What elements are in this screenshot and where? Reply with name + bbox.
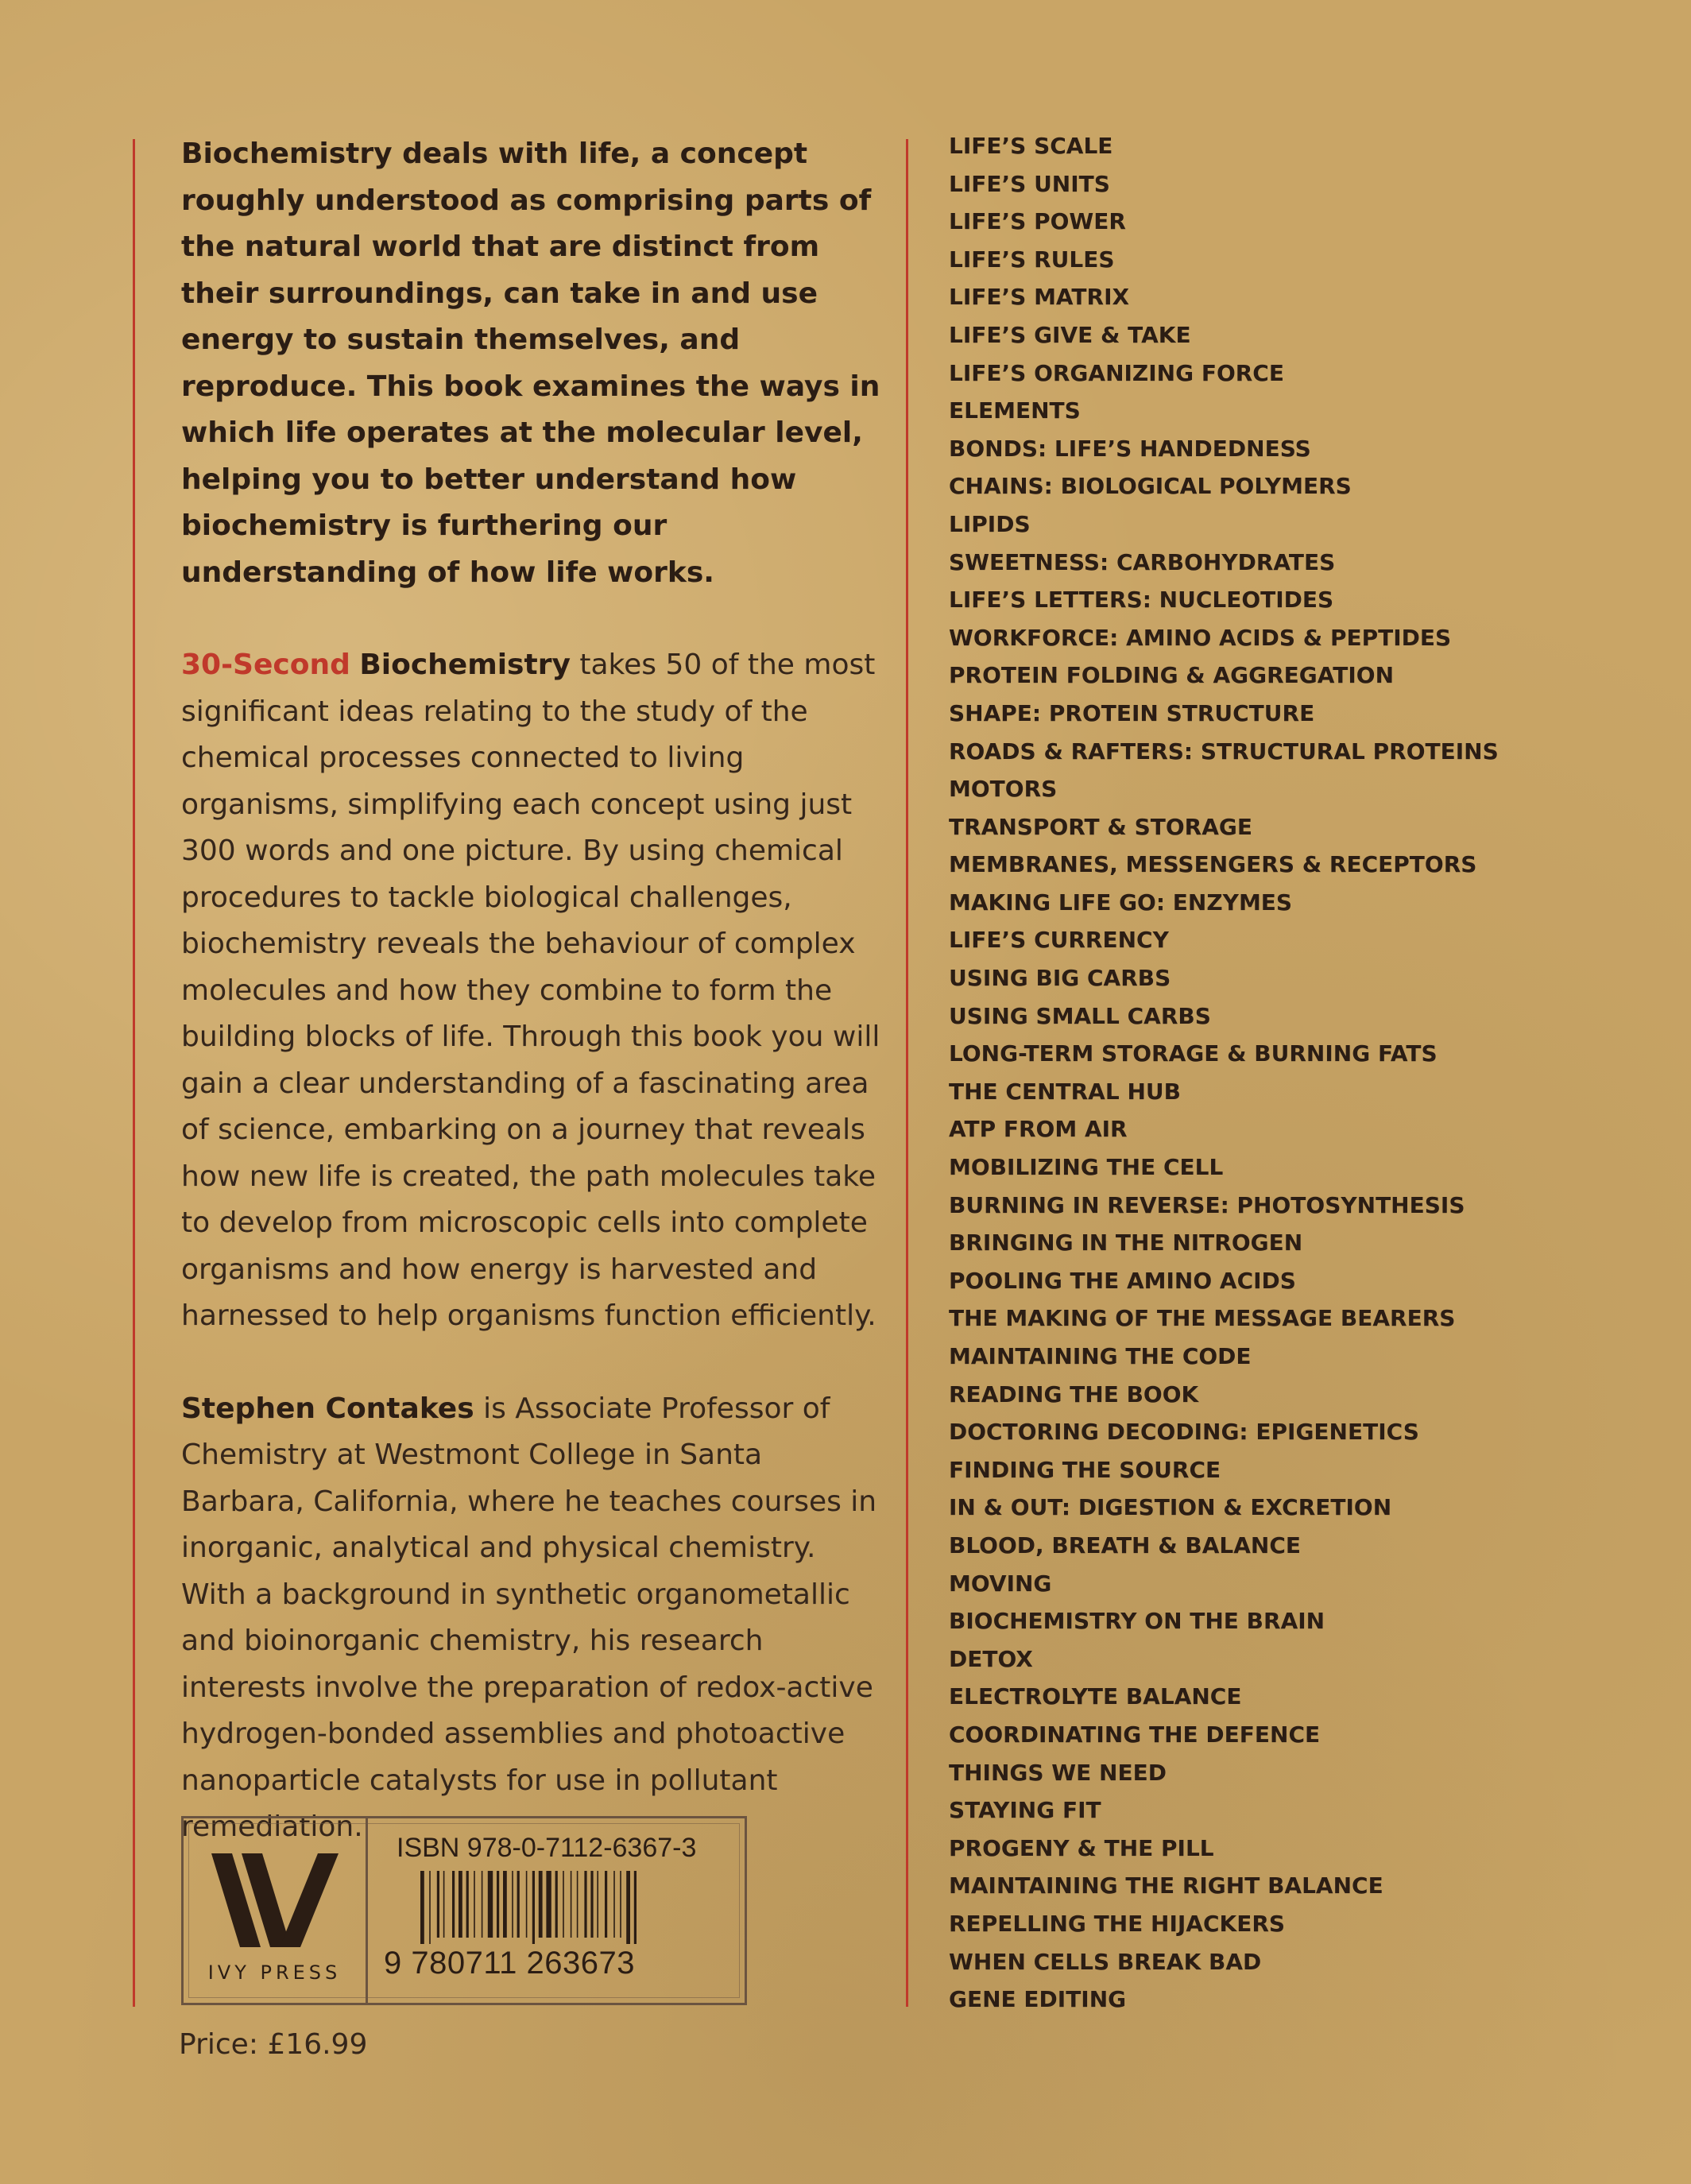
contents-item: STAYING FIT [949,1797,1101,1824]
blurb-paragraph [181,642,880,1340]
contents-item: PROGENY & THE PILL [949,1834,1214,1861]
isbn-cell [368,1818,745,2003]
contents-item: LIFE’S LETTERS: NUCLEOTIDES [949,587,1334,614]
book-title: Biochemistry [359,649,571,681]
contents-item: THE CENTRAL HUB [949,1078,1181,1105]
contents-item: LIFE’S POWER [949,208,1126,235]
left-column [181,131,880,1851]
barcode-digits: 9 780711 263673 [384,1946,635,1981]
contents-item: FINDING THE SOURCE [949,1456,1221,1483]
right-red-rule [906,139,908,2007]
contents-item: MOTORS [949,776,1058,803]
contents-item: LIFE’S ORGANIZING FORCE [949,359,1284,386]
contents-item: COORDINATING THE DEFENCE [949,1721,1321,1748]
isbn-label: ISBN 978-0-7112-6367-3 [397,1833,697,1863]
contents-item: MOBILIZING THE CELL [949,1154,1224,1181]
contents-item: READING THE BOOK [949,1380,1199,1408]
author-bio-text: is Associate Professor of Chemistry at Westmont College in Santa Barbara, California, where he teaches courses in inorganic, analytical and physical chemistry. With a background in synthetic organometallic and bioinorganic chemistry, his research interests involve the preparation of redox-active hydrogen-bonded assemblies and photoactive nanoparticle catalysts for use in pollutant remediation. [181,1392,877,1843]
series-name: 30-Second [181,649,350,681]
contents-item: BONDS: LIFE’S HANDEDNESS [949,435,1311,462]
contents-item: ROADS & RAFTERS: STRUCTURAL PROTEINS [949,738,1499,765]
contents-item: LIFE’S GIVE & TAKE [949,321,1191,348]
contents-item: LIFE’S CURRENCY [949,927,1169,954]
contents-item: MOVING [949,1570,1052,1597]
barcode-box [181,1816,747,2005]
contents-item: CHAINS: BIOLOGICAL POLYMERS [949,473,1352,500]
contents-item: TRANSPORT & STORAGE [949,813,1252,840]
contents-item: LONG-TERM STORAGE & BURNING FATS [949,1040,1438,1067]
contents-item: WHEN CELLS BREAK BAD [949,1948,1262,1975]
contents-item: ELEMENTS [949,397,1081,424]
contents-item: MEMBRANES, MESSENGERS & RECEPTORS [949,851,1477,878]
contents-item: LIFE’S UNITS [949,170,1110,197]
contents-item: LIFE’S MATRIX [949,284,1130,311]
contents-item: LIPIDS [949,510,1031,537]
author-paragraph [181,1386,880,1851]
contents-item: PROTEIN FOLDING & AGGREGATION [949,662,1395,689]
contents-item: ELECTROLYTE BALANCE [949,1683,1242,1710]
left-red-rule [133,139,135,2007]
contents-item: MAINTAINING THE CODE [949,1343,1252,1369]
contents-item: DETOX [949,1645,1033,1672]
contents-item: POOLING THE AMINO ACIDS [949,1267,1296,1294]
publisher-logo-cell [184,1818,368,2003]
contents-item: LIFE’S RULES [949,246,1115,273]
price-label: Price: £16.99 [179,2028,368,2061]
contents-item: BRINGING IN THE NITROGEN [949,1229,1303,1257]
ivy-press-logo-icon [211,1853,339,1947]
publisher-name: IVY PRESS [207,1961,342,1984]
contents-item: IN & OUT: DIGESTION & EXCRETION [949,1494,1392,1521]
contents-item: WORKFORCE: AMINO ACIDS & PEPTIDES [949,624,1452,651]
contents-item: REPELLING THE HIJACKERS [949,1910,1286,1937]
contents-item: BURNING IN REVERSE: PHOTOSYNTHESIS [949,1191,1465,1218]
blurb-text: takes 50 of the most significant ideas relating to the study of the chemical processes connected to living organisms, simplifying each concept using just 300 words and one picture. By using chemical procedures to tackle biological challenges, biochemistry reveals the behaviour of complex molecules and how they combine to form the building blocks of life. Through this book you will gain a clear understanding of a fascinating area of science, embarking on a journey that reveals how new life is created, the path molecules take to develop from microscopic cells into complete organisms and how energy is harvested and harnessed to help organisms function efficiently. [181,649,880,1332]
contents-item: SWEETNESS: CARBOHYDRATES [949,548,1336,575]
contents-item: ATP FROM AIR [949,1116,1128,1143]
contents-item: USING SMALL CARBS [949,1002,1211,1029]
contents-item: LIFE’S SCALE [949,133,1113,159]
intro-paragraph: Biochemistry deals with life, a concept roughly understood as comprising parts of the natural world that are distinct from their surroundings, can take in and use energy to sustain themselves, and reproduce. This book examines the ways in which life operates at the molecular level, helping you to better understand how biochemistry is furthering our understanding of how life works. [181,137,880,589]
contents-item: USING BIG CARBS [949,965,1171,992]
contents-list [949,127,1499,2019]
contents-item: BIOCHEMISTRY ON THE BRAIN [949,1608,1325,1635]
contents-item: THINGS WE NEED [949,1759,1167,1786]
contents-item: MAINTAINING THE RIGHT BALANCE [949,1872,1383,1899]
contents-item: BLOOD, BREATH & BALANCE [949,1532,1302,1559]
author-name: Stephen Contakes [181,1392,474,1425]
contents-item: THE MAKING OF THE MESSAGE BEARERS [949,1305,1456,1332]
contents-item: MAKING LIFE GO: ENZYMES [949,889,1293,916]
barcode-bars [420,1871,706,1944]
contents-item: SHAPE: PROTEIN STRUCTURE [949,699,1315,726]
contents-item: DOCTORING DECODING: EPIGENETICS [949,1419,1419,1446]
contents-item: GENE EDITING [949,1986,1127,2013]
